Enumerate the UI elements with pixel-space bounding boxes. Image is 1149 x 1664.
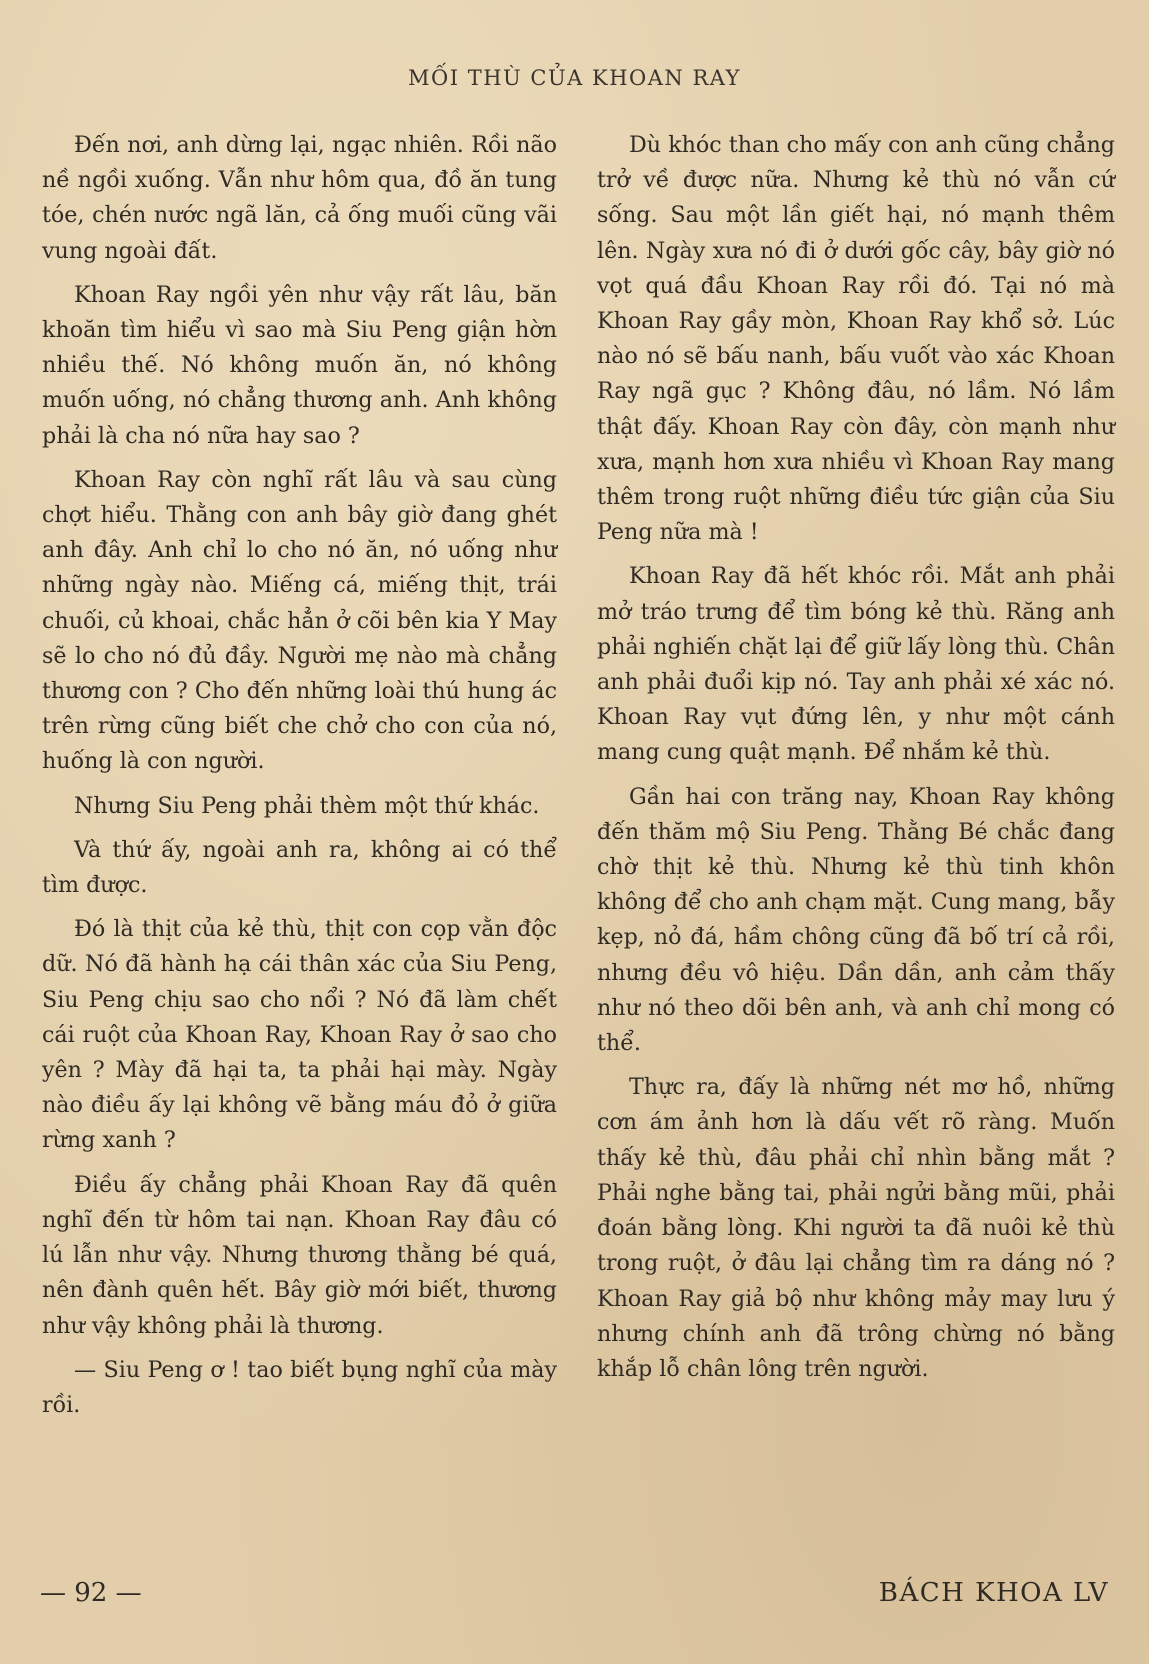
paragraph: Và thứ ấy, ngoài anh ra, không ai có thể tìm được. <box>42 836 557 899</box>
paragraph: Dù khóc than cho mấy con anh cũng chẳng trở về được nữa. Nhưng kẻ thù nó vẫn cứ sống. Sau một lần giết hại, nó mạnh thêm lên. Ngày xưa nó đi ở dưới gốc cây, bây giờ nó vọt quá đầu Khoan Ray rồi đó. Tại nó mà Khoan Ray gầy mòn, Khoan Ray khổ sở. Lúc nào nó sẽ bấu nanh, bấu vuốt vào xác Khoan Ray ngã gục ? Không đâu, nó lầm. Nó lầm thật đấy. Khoan Ray còn đây, còn mạnh như xưa, mạnh hơn xưa nhiều vì Khoan Ray mang thêm trong ruột những điều tức giận của Siu Peng nữa mà ! <box>597 132 1115 546</box>
left-column <box>42 128 557 1432</box>
paragraph: Điều ấy chẳng phải Khoan Ray đã quên nghĩ đến từ hôm tai nạn. Khoan Ray đâu có lú lẫn như vậy. Nhưng thương thằng bé quá, nên đành quên hết. Bây giờ mới biết, thương như vậy không phải là thương. <box>42 1171 557 1339</box>
right-column <box>597 128 1115 1396</box>
paragraph: Gần hai con trăng nay, Khoan Ray không đến thăm mộ Siu Peng. Thằng Bé chắc đang chờ thịt kẻ thù. Nhưng kẻ thù tinh khôn không để cho anh chạm mặt. Cung mang, bẫy kẹp, nỏ đá, hầm chông cũng đã bố trí cả rồi, nhưng đều vô hiệu. Dần dần, anh cảm thấy như nó theo dõi bên anh, và anh chỉ mong có thể. <box>597 783 1115 1057</box>
running-title: MỐI THÙ CỦA KHOAN RAY <box>408 66 741 90</box>
paragraph: Đó là thịt của kẻ thù, thịt con cọp vằn độc dữ. Nó đã hành hạ cái thân xác của Siu Peng, Siu Peng chịu sao cho nổi ? Nó đã làm chết cái ruột của Khoan Ray, Khoan Ray ở sao cho yên ? Mày đã hại ta, ta phải hại mày. Ngày nào điều ấy lại không vẽ bằng máu đỏ ở giữa rừng xanh ? <box>42 916 557 1154</box>
magazine-name: BÁCH KHOA LV <box>878 1578 1109 1608</box>
paragraph: Khoan Ray còn nghĩ rất lâu và sau cùng chợt hiểu. Thằng con anh bây giờ đang ghét anh đây. Anh chỉ lo cho nó ăn, nó uống như những ngày nào. Miếng cá, miếng thịt, trái chuối, củ khoai, chắc hẳn ở cõi bên kia Y May sẽ lo cho nó đủ đầy. Người mẹ nào mà chẳng thương con ? Cho đến những loài thú hung ác trên rừng cũng biết che chở cho con của nó, huống là con người. <box>42 466 557 775</box>
paragraph: Đến nơi, anh dừng lại, ngạc nhiên. Rồi não nề ngồi xuống. Vẫn như hôm qua, đồ ăn tung tóe, chén nước ngã lăn, cả ống muối cũng vãi vung ngoài đất. <box>42 132 557 264</box>
paragraph: Thực ra, đấy là những nét mơ hồ, những cơn ám ảnh hơn là dấu vết rõ ràng. Muốn thấy kẻ thù, đâu phải chỉ nhìn bằng mắt ? Phải nghe bằng tai, phải ngửi bằng mũi, phải đoán bằng lòng. Khi người ta đã nuôi kẻ thù trong ruột, ở đâu lại chẳng tìm ra dáng nó ? Khoan Ray giả bộ như không mảy may lưu ý nhưng chính anh đã trông chừng nó bằng khắp lỗ chân lông trên người. <box>597 1074 1115 1382</box>
paragraph: Nhưng Siu Peng phải thèm một thứ khác. <box>74 792 540 819</box>
page-number: — 92 — <box>40 1578 142 1608</box>
paragraph: Khoan Ray đã hết khóc rồi. Mắt anh phải mở tráo trưng để tìm bóng kẻ thù. Răng anh phải nghiến chặt lại để giữ lấy lòng thù. Chân anh phải đuổi kịp nó. Tay anh phải xé xác nó. Khoan Ray vụt đứng lên, y như một cánh mang cung quật mạnh. Để nhắm kẻ thù. <box>597 563 1115 766</box>
paragraph: — Siu Peng ơ ! tao biết bụng nghĩ của mày rồi. <box>42 1356 557 1418</box>
paragraph: Khoan Ray ngồi yên như vậy rất lâu, băn khoăn tìm hiểu vì sao mà Siu Peng giận hờn nhiều thế. Nó không muốn ăn, nó không muốn uống, nó chẳng thương anh. Anh không phải là cha nó nữa hay sao ? <box>42 281 557 449</box>
